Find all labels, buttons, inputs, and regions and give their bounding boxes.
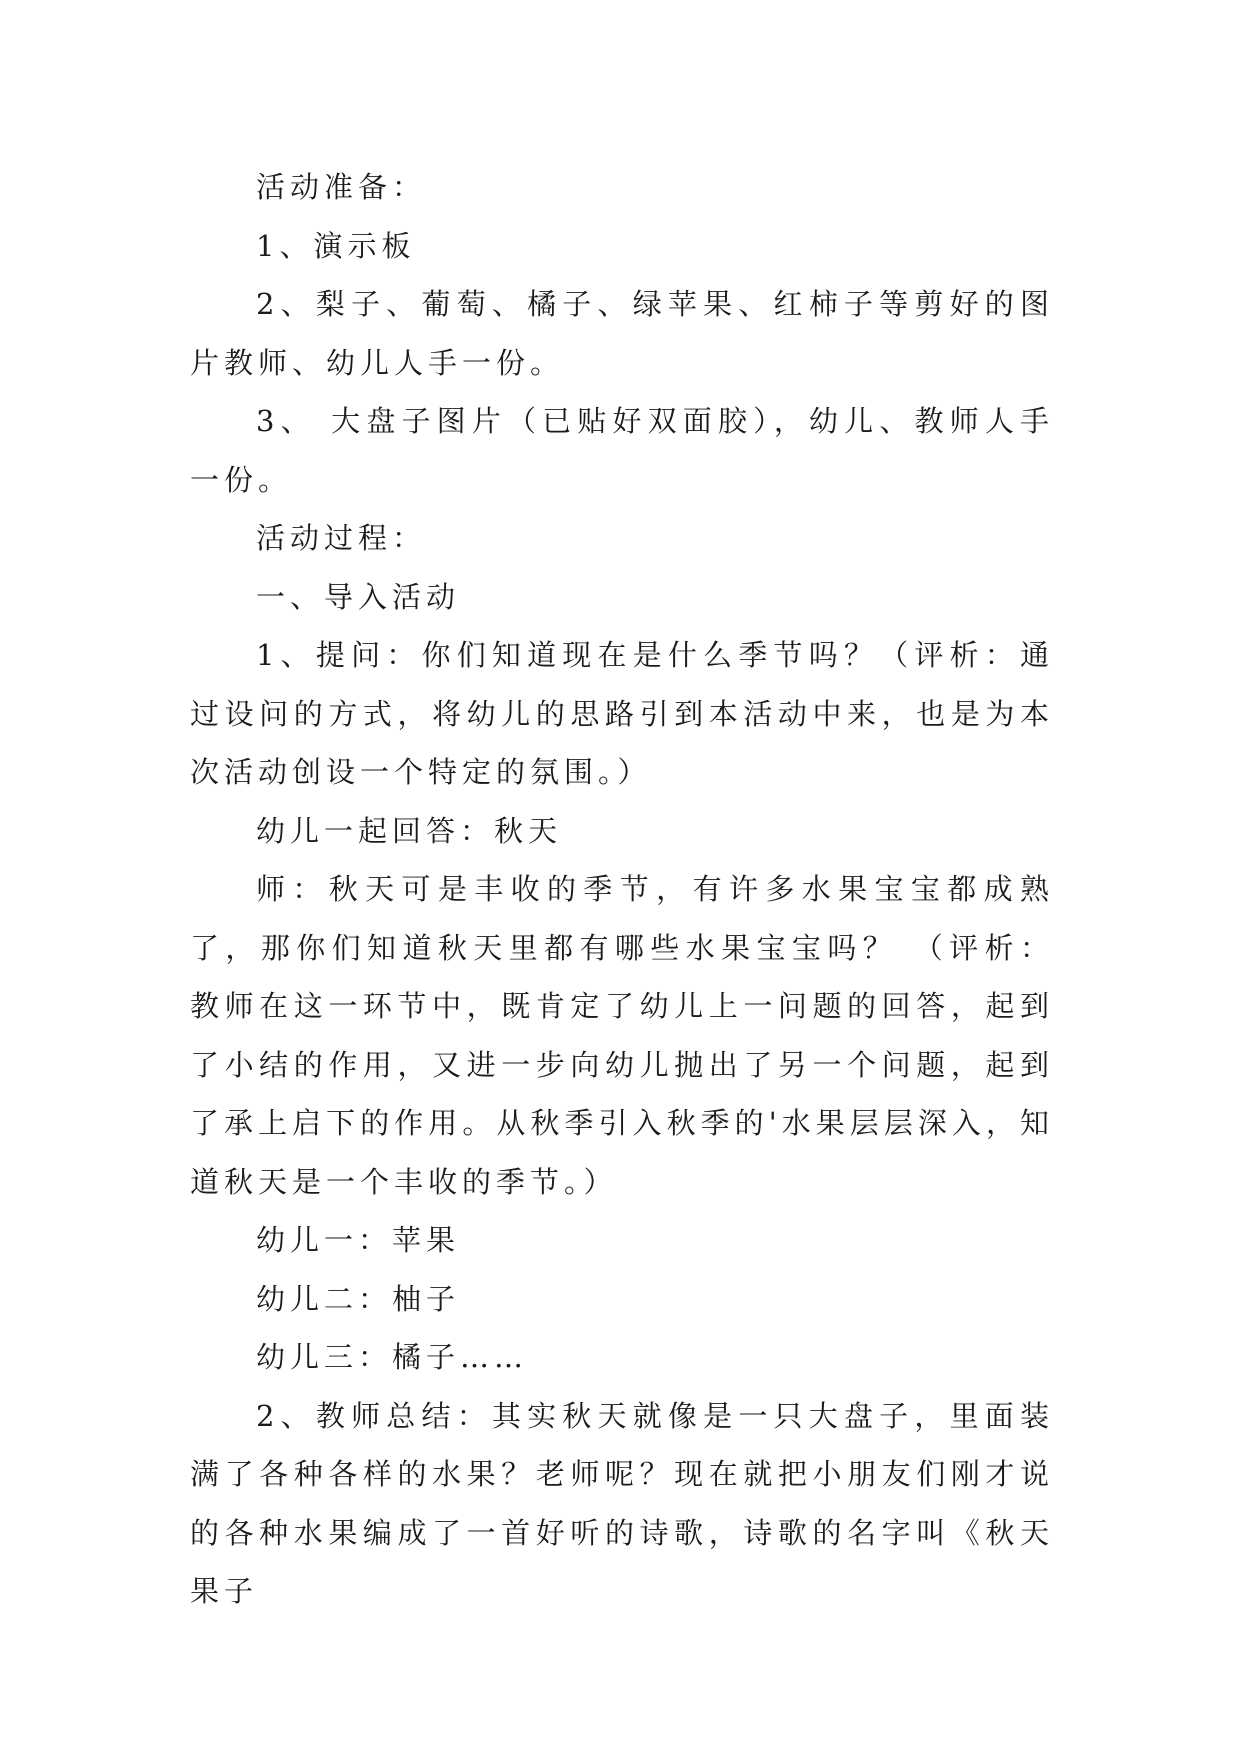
heading-activity-process: 活动过程： xyxy=(256,521,427,555)
step-1-question: 1、提问：你们知道现在是什么季节吗？（评析：通过设问的方式，将幼儿的思路引到本活动中来，也是为本次活动创设一个特定的氛围。） xyxy=(190,638,1054,789)
children-answer: 幼儿一起回答：秋天 xyxy=(256,813,563,848)
heading-activity-preparation: 活动准备： xyxy=(256,170,427,204)
preparation-item-3: 3、 大盘子图片（已贴好双面胶），幼儿、教师人手一份。 xyxy=(190,404,1054,497)
preparation-item-2: 2、梨子、葡萄、橘子、绿苹果、红柿子等剪好的图片教师、幼儿人手一份。 xyxy=(190,287,1054,380)
child-three-answer: 幼儿三：橘子…… xyxy=(256,1340,529,1374)
section-introduction: 一、导入活动 xyxy=(256,579,461,614)
document-body xyxy=(190,158,1054,1621)
child-two-answer: 幼儿二：柚子 xyxy=(256,1281,461,1316)
teacher-remark: 师：秋天可是丰收的季节，有许多水果宝宝都成熟了，那你们知道秋天里都有哪些水果宝宝吗？ （评析：教师在这一环节中，既肯定了幼儿上一问题的回答，起到了小结的作用，又进一步向幼儿抛出了另一个问题，起到了承上启下的作用。从秋季引入秋季的'水果层层深入，知道秋天是一个丰收的季节。） xyxy=(190,872,1054,1199)
preparation-item-1: 1、演示板 xyxy=(256,228,416,263)
child-one-answer: 幼儿一：苹果 xyxy=(256,1223,461,1257)
step-2-teacher-summary: 2、教师总结：其实秋天就像是一只大盘子，里面装满了各种各样的水果？老师呢？现在就把小朋友们刚才说的各种水果编成了一首好听的诗歌，诗歌的名字叫《秋天果子 xyxy=(190,1398,1054,1608)
